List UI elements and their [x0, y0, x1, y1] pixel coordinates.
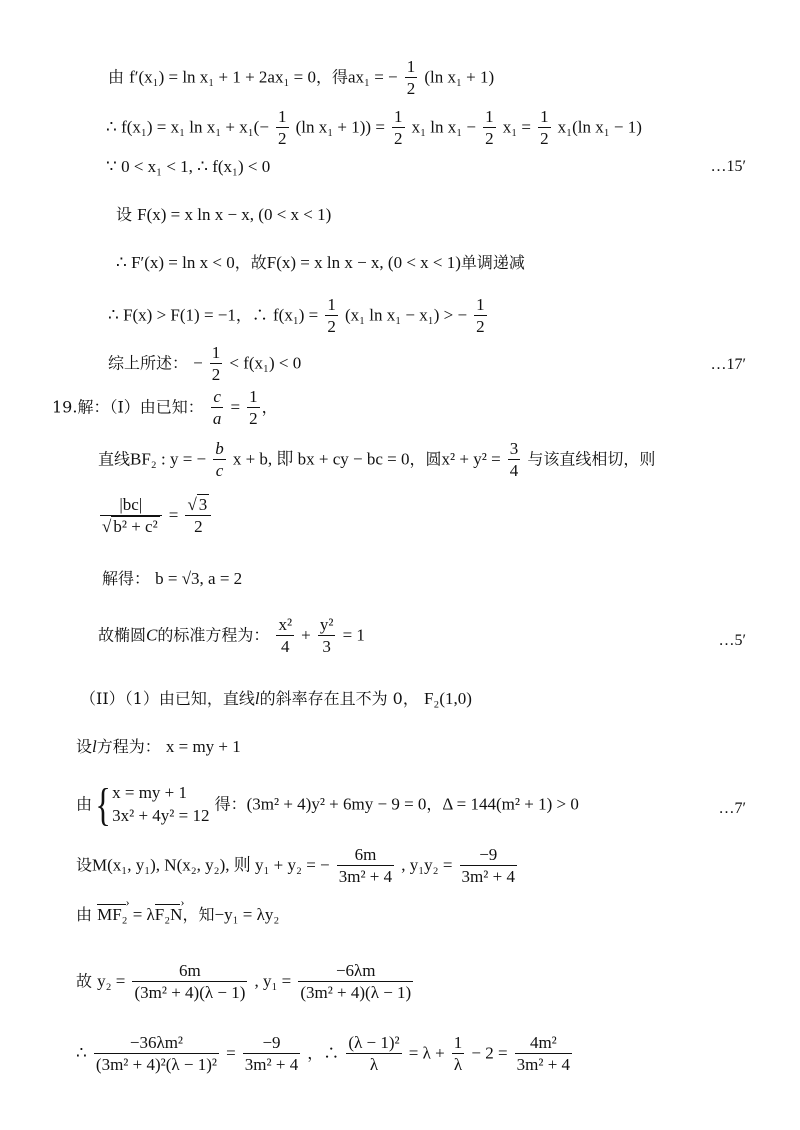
equation: −	[193, 353, 203, 373]
equation: b = √3, a = 2	[155, 569, 243, 588]
line-solve	[102, 570, 242, 587]
text: 设	[76, 737, 93, 756]
fraction	[474, 296, 487, 336]
fraction	[538, 108, 551, 148]
fraction	[243, 1034, 300, 1074]
fraction	[100, 496, 162, 536]
text: 由	[108, 67, 125, 87]
fraction	[185, 496, 211, 536]
var: c	[215, 460, 224, 480]
fraction	[452, 1034, 465, 1074]
text: 设	[76, 855, 93, 875]
fraction	[318, 616, 336, 656]
denominator: 2	[327, 316, 336, 336]
numerator: −9	[243, 1034, 300, 1054]
fraction	[515, 1034, 572, 1074]
text: ，圆	[409, 449, 442, 469]
equation: ∴ F(x) > F(1) = −1	[108, 305, 236, 325]
equation: −y₁ = λy₂	[214, 905, 280, 924]
fraction	[337, 846, 394, 886]
line-bf2	[98, 440, 655, 480]
equation: , y₁ =	[254, 971, 292, 991]
fraction	[213, 440, 226, 480]
fraction	[210, 344, 223, 384]
text: ，∴	[307, 1043, 340, 1063]
equals: =	[226, 1043, 236, 1063]
numerator: −6λm	[298, 962, 413, 982]
text: 得：	[214, 794, 247, 814]
equation: = λ +	[408, 1043, 445, 1063]
denominator: 2	[406, 78, 416, 98]
plus: +	[301, 625, 311, 645]
var: C	[146, 625, 158, 645]
score-15: …15′	[710, 158, 746, 175]
denominator: λ	[369, 1054, 379, 1074]
equation: (ln x₁ + 1)) =	[295, 117, 385, 137]
denominator: 2	[249, 408, 258, 428]
score-5: …5′	[718, 632, 746, 649]
equation: − 2 =	[471, 1043, 508, 1063]
line-part-ii	[80, 690, 472, 707]
equation: F(x) = x ln x − x, (0 < x < 1)	[266, 253, 461, 272]
fraction	[276, 108, 289, 148]
denominator: 2	[194, 516, 203, 536]
equals: =	[168, 505, 179, 525]
text: 由	[76, 794, 93, 814]
denominator: 2	[278, 128, 287, 148]
numerator: 1	[394, 107, 403, 126]
denominator: 2	[211, 364, 221, 384]
fraction	[247, 388, 260, 428]
text: 方程为：	[96, 737, 161, 756]
denominator: (3m² + 4)(λ − 1)	[134, 982, 246, 1002]
equation: Δ = 144(m² + 1) > 0	[442, 794, 579, 814]
denominator	[211, 408, 224, 428]
line-fx1-expression	[106, 108, 642, 148]
equation: x₁ ln x₁ −	[411, 117, 477, 137]
numerator: 6m	[337, 846, 394, 866]
text: 单调递减	[460, 253, 525, 272]
text: ，	[261, 397, 278, 417]
denominator: 3	[322, 636, 331, 656]
denominator	[213, 460, 226, 480]
line-sign-of-fx1: ∵ 0 < x₁ < 1, ∴ f(x₁) < 0	[106, 157, 271, 176]
equation: M(x₁, y₁), N(x₂, y₂), 则 y₁ + y₂ = −	[92, 855, 330, 875]
score-7: …7′	[718, 800, 746, 817]
line-F-bound	[108, 296, 489, 336]
denominator: (3m² + 4)(λ − 1)	[300, 982, 412, 1002]
numerator: |bc|	[100, 496, 162, 516]
text: ，故	[234, 253, 267, 272]
equation: x₁ =	[502, 117, 531, 137]
text: 由	[76, 905, 93, 924]
numerator: 3	[509, 439, 519, 458]
equation: (x₁ ln x₁ − x₁) > −	[344, 305, 468, 325]
numerator: √ 3	[185, 496, 211, 516]
line-y-values	[76, 962, 415, 1002]
fraction	[392, 108, 405, 148]
equation: x + b, 即 bx + cy − bc = 0	[232, 449, 410, 469]
fraction	[325, 296, 338, 336]
score-17: …17′	[710, 356, 746, 373]
fraction	[276, 616, 294, 656]
equation: BF₂ : y = −	[130, 449, 207, 469]
vector-f2n: F₂N ›	[155, 906, 183, 923]
text: （II）（1）由已知，直线	[80, 689, 255, 708]
equation: < f(x₁) < 0	[229, 353, 302, 373]
question-number: 19.解：（I）由已知：	[52, 397, 204, 417]
equation: x² + y² =	[441, 449, 501, 469]
equation: = λ	[132, 905, 155, 924]
fraction	[298, 962, 413, 1002]
numerator: 1	[540, 107, 549, 126]
equation: (3m² + 4)y² + 6my − 9 = 0	[246, 794, 427, 814]
numerator: 1	[476, 295, 485, 314]
denominator: 3m² + 4	[461, 866, 515, 886]
therefore: ∴	[76, 1043, 87, 1063]
equation: ∴ f(x₁) = x₁ ln x₁ + x₁(−	[106, 117, 269, 137]
numerator: x²	[278, 615, 293, 634]
text: 的斜率存在且不为 0，	[259, 689, 419, 708]
fraction	[211, 388, 224, 428]
radicand: b² + c²	[113, 516, 158, 536]
line-distance-formula	[98, 496, 213, 536]
equation: F(x) = x ln x − x, (0 < x < 1)	[137, 205, 332, 224]
var: a	[212, 408, 222, 428]
denominator: 3m² + 4	[516, 1054, 571, 1074]
line-vieta	[76, 846, 519, 886]
equation: f′(x₁) = ln x₁ + 1 + 2ax₁ = 0	[129, 67, 316, 87]
equation: , y₁y₂ =	[401, 855, 453, 875]
line-F-monotone	[116, 254, 525, 271]
denominator: 3m² + 4	[338, 866, 393, 886]
denominator: λ	[453, 1054, 463, 1074]
equation: = 1	[342, 625, 365, 645]
equation: ax₁ = −	[347, 67, 398, 87]
equation: x = my + 1	[165, 737, 241, 756]
line-vector	[76, 906, 279, 923]
denominator: 4	[509, 460, 519, 480]
fraction	[132, 962, 247, 1002]
equation: ∴ F′(x) = ln x < 0	[116, 253, 235, 272]
equation: y₂ =	[97, 971, 126, 991]
numerator: 1	[211, 343, 221, 362]
numerator: (λ − 1)²	[348, 1033, 400, 1052]
line-system	[76, 779, 579, 830]
text: 与该直线相切，则	[527, 449, 656, 469]
equation: x₁(ln x₁ − 1)	[557, 117, 642, 137]
fraction	[483, 108, 496, 148]
fraction	[460, 846, 517, 886]
numerator: 1	[249, 387, 258, 406]
numerator	[211, 388, 224, 408]
numerator: −36λm²	[94, 1034, 219, 1054]
denominator: 2	[394, 128, 403, 148]
text: 解得：	[102, 569, 151, 588]
numerator: −9	[460, 846, 517, 866]
denominator: 4	[281, 636, 290, 656]
text: ，∴	[235, 305, 268, 325]
numerator: 1	[327, 295, 336, 314]
text: ，知	[182, 905, 215, 924]
numerator: 1	[406, 57, 416, 76]
equation: 3x² + 4y² = 12	[112, 806, 210, 825]
equation-system	[112, 782, 209, 828]
equation: x = my + 1	[112, 783, 188, 803]
equation: f(x₁) =	[273, 305, 319, 325]
numerator: 1	[485, 107, 494, 126]
line-set-l	[76, 738, 241, 755]
line-conclusion	[108, 344, 301, 384]
text: ，	[426, 794, 443, 814]
text: 综上所述：	[108, 353, 189, 373]
text: ，得	[315, 67, 348, 87]
denominator: √ b² + c²	[102, 516, 158, 536]
numerator: 1	[278, 107, 287, 126]
text: 故椭圆	[98, 625, 147, 645]
text: 直线	[98, 449, 131, 469]
var: l	[254, 689, 260, 708]
numerator: 6m	[132, 962, 247, 982]
var: l	[92, 737, 97, 756]
vector-mf2: MF₂ ›	[97, 906, 128, 923]
brace: {	[95, 779, 111, 830]
denominator: 2	[476, 316, 485, 336]
denominator: (3m² + 4)²(λ − 1)²	[95, 1054, 217, 1074]
fraction	[94, 1034, 219, 1074]
var: c	[213, 387, 221, 406]
text: 的标准方程为：	[157, 625, 270, 645]
equation: (ln x₁ + 1)	[424, 67, 495, 87]
fraction	[508, 440, 521, 480]
numerator: y²	[319, 615, 334, 634]
denominator: 2	[485, 128, 494, 148]
denominator: 2	[540, 128, 549, 148]
text: 设	[116, 205, 133, 224]
line-define-F	[116, 206, 331, 223]
fraction	[405, 58, 418, 98]
fraction	[346, 1034, 401, 1074]
text: 故	[76, 971, 93, 991]
equation: F₂(1,0)	[423, 689, 472, 708]
line-q19-start: 19.解：（I）由已知： $\frac{c}{a}$ = $\frac{1}{2}$ ，	[52, 387, 278, 428]
var: b	[215, 439, 224, 458]
radicand: 3	[198, 495, 208, 514]
line-standard-equation	[98, 616, 365, 656]
numerator: 1	[453, 1033, 463, 1052]
numerator: 4m²	[515, 1034, 572, 1054]
line-derivative-condition	[108, 58, 494, 98]
line-final	[76, 1034, 574, 1074]
numerator	[213, 440, 226, 460]
denominator: 3m² + 4	[244, 1054, 299, 1074]
